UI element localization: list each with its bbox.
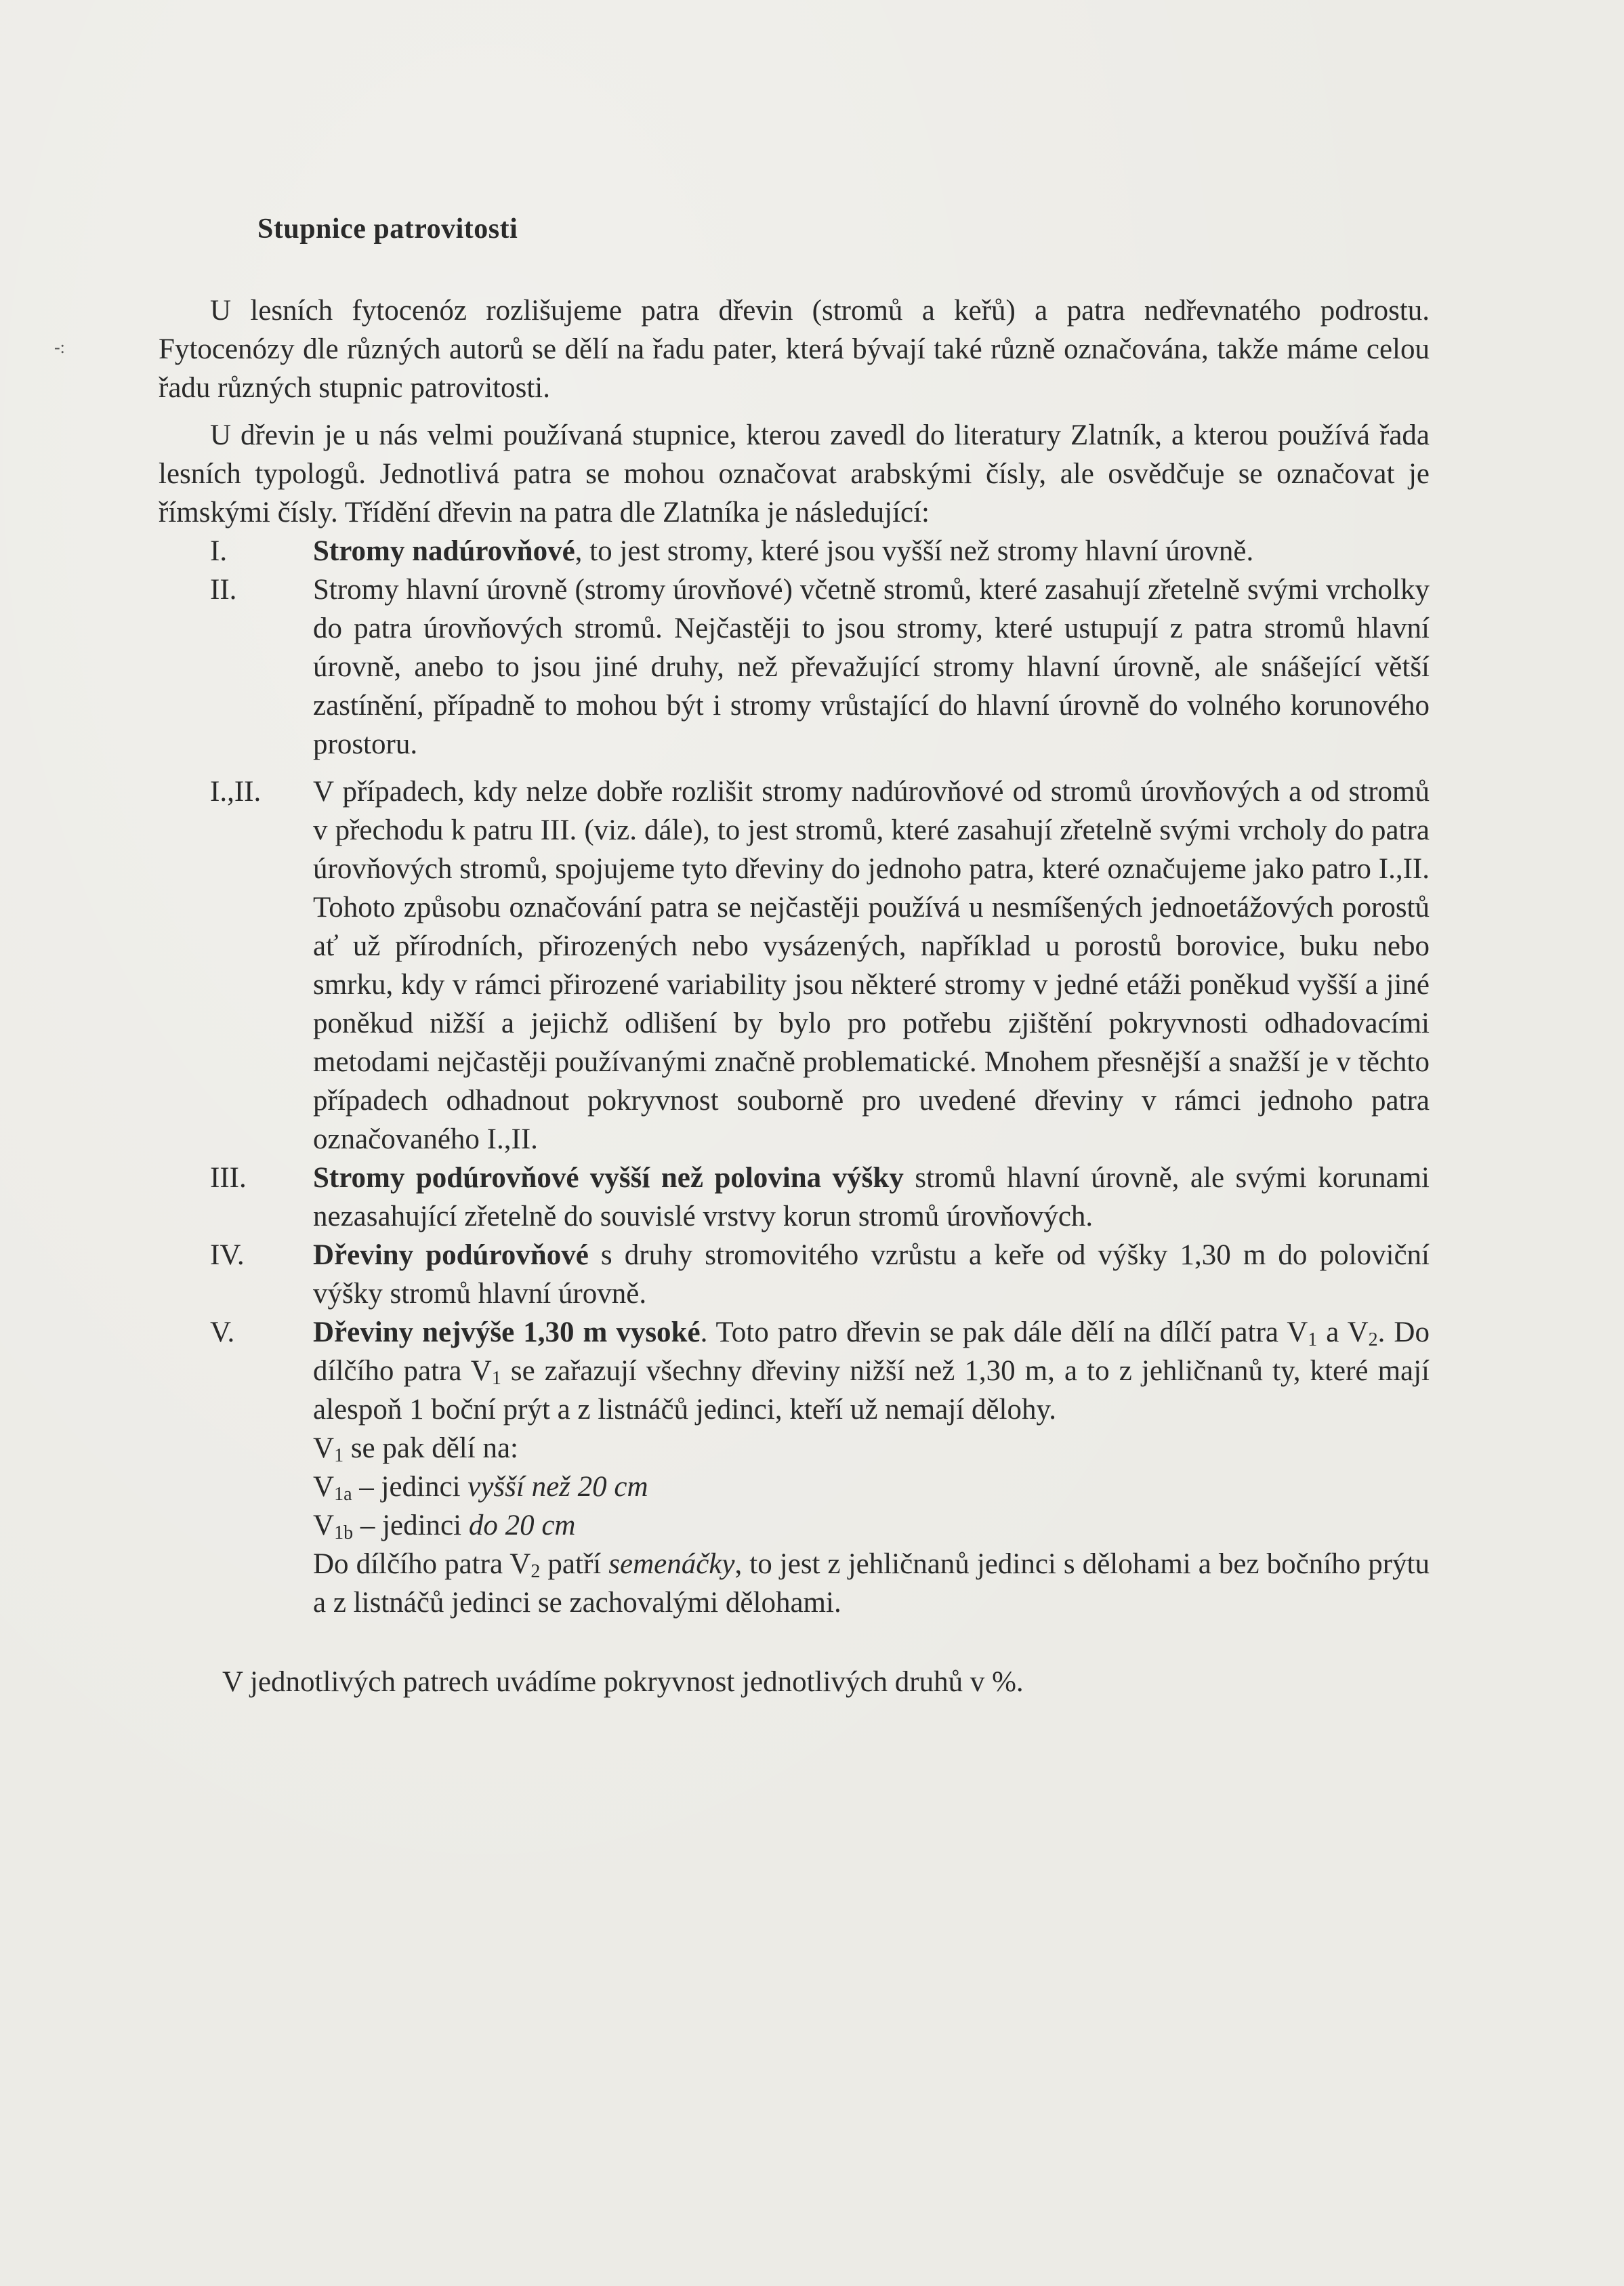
item-rest: a V — [1317, 1316, 1369, 1348]
item-text — [313, 1236, 1430, 1313]
item-v1a-line — [313, 1468, 1430, 1506]
item-bold-term: Dřeviny nejvýše 1,30 m vysoké — [313, 1316, 701, 1348]
item-rest: . Do dílčího patra V — [313, 1316, 1430, 1387]
item-number: V. — [210, 1316, 235, 1348]
item-text — [313, 1313, 1430, 1622]
subscript: 1b — [334, 1522, 354, 1543]
line-text: V — [313, 1471, 335, 1503]
subscript: 1 — [491, 1368, 501, 1389]
item-v2-line — [313, 1545, 1430, 1622]
item-rest: . Toto patro dřevin se pak dále dělí na dílčí patra V — [700, 1316, 1308, 1348]
item-number: IV. — [210, 1239, 245, 1271]
list-item-ii — [159, 570, 1430, 764]
item-rest: s druhy stromovitého vzrůstu a keře od výšky 1,30 m do poloviční výšky stromů hlavní úrovně. — [313, 1239, 1430, 1310]
item-text: V případech, kdy nelze dobře rozlišit stromy nadúrovňové od stromů úrovňových a od stromů v přechodu k patru III. (viz. dále), to jest stromů, které zasahují zřetelně svými vrcholy do patra úrovňových stromů, spojujeme tyto dřeviny do jednoho patra, které označujeme jako patro I.,II. Tohoto způsobu označování patra se nejčastěji používá u nesmíšených jednoetážových porostů ať už přírodních, přirozených nebo vysázených, například u porostů borovice, buku nebo smrku, kdy v rámci přirozené variability jsou některé stromy v jedné etáži poněkud vyšší a jiné poněkud nižší a jejichž odlišení by bylo pro potřebu zjištění pokryvnosti odhadovacími metodami nejčastěji používanými značně problematické. Mnohem přesnější a snažší je v těchto případech odhadnout pokryvnost souborně pro uvedené dřeviny v rámci jednoho patra označovaného I.,II. — [313, 776, 1430, 1155]
line-text: – jedinci — [352, 1471, 468, 1503]
item-text — [313, 1159, 1430, 1236]
line-text: V — [313, 1432, 335, 1464]
item-rest: , to jest stromy, které jsou vyšší než stromy hlavní úrovně. — [575, 535, 1254, 567]
item-rest: se zařazují všechny dřeviny nižší než 1,30 m, a to z jehličnanů ty, které mají alespoň 1 boční prýt a z listnáčů jedinci, kteří už nemají dělohy. — [313, 1355, 1430, 1426]
line-text: Do dílčího patra V — [313, 1548, 531, 1580]
line-text: se pak dělí na: — [343, 1432, 518, 1464]
page-title: Stupnice patrovitosti — [257, 213, 518, 245]
document-body — [159, 291, 1430, 1710]
line-text: V — [313, 1510, 335, 1541]
closing-paragraph: V jednotlivých patrech uvádíme pokryvnost jednotlivých druhů v %. — [222, 1666, 1024, 1698]
item-v1b-line — [313, 1506, 1430, 1545]
line-text: patří — [540, 1548, 609, 1580]
subscript: 1a — [334, 1484, 352, 1505]
item-v-main — [313, 1313, 1430, 1429]
subscript: 1 — [1308, 1329, 1318, 1350]
list-item-i-ii — [159, 772, 1430, 1159]
item-text: Stromy hlavní úrovně (stromy úrovňové) včetně stromů, které zasahují zřetelně svými vrcholky do patra úrovňových stromů. Nejčastěji to jsou stromy, které ustupují z patra stromů hlavní úrovně, anebo to jsou jiné druhy, než převažující stromy hlavní úrovně, ale snášející větší zastínění, případně to mohou být i stromy vrůstající do hlavní úrovně do volného korunového prostoru. — [313, 574, 1430, 760]
list-item-i — [159, 532, 1430, 570]
subscript: 1 — [334, 1445, 344, 1466]
line-text: , to jest z jehličnanů jedinci s dělohami a bez bočního prýtu a z listnáčů jedinci se zachovalými dělohami. — [313, 1548, 1430, 1619]
item-bold-term: Stromy podúrovňové vyšší než polovina výšky — [313, 1162, 904, 1194]
italic-text: semenáčky — [608, 1548, 735, 1580]
item-bold-term: Dřeviny podúrovňové — [313, 1239, 589, 1271]
line-text: – jedinci — [353, 1510, 469, 1541]
italic-text: vyšší než 20 cm — [467, 1471, 648, 1503]
item-v1-line — [313, 1429, 1430, 1468]
item-bold-term: Stromy nadúrovňové — [313, 535, 575, 567]
list-item-v — [159, 1313, 1430, 1622]
item-rest: stromů hlavní úrovně, ale svými korunami nezasahující zřetelně do souvislé vrstvy korun stromů úrovňových. — [313, 1162, 1430, 1232]
subscript: 2 — [530, 1561, 541, 1582]
item-number: I.,II. — [210, 776, 262, 808]
intro-paragraph-1: U lesních fytocenóz rozlišujeme patra dřevin (stromů a keřů) a patra nedřevnatého podrostu. Fytocenózy dle různých autorů se dělí na řadu pater, která bývají také různě označována, takže máme celou řadu různých stupnic patrovitosti. — [159, 295, 1430, 404]
item-text — [313, 532, 1430, 570]
italic-text: do 20 cm — [468, 1510, 576, 1541]
item-number: II. — [210, 574, 237, 606]
intro-paragraph-2: U dřevin je u nás velmi používaná stupnice, kterou zavedl do literatury Zlatník, a kterou používá řada lesních typologů. Jednotlivá patra se mohou označovat arabskými čísly, ale osvědčuje se označovat je římskými čísly. Třídění dřevin na patra dle Zlatníka je následující: — [159, 419, 1430, 528]
item-number: III. — [210, 1162, 247, 1194]
item-number: I. — [210, 535, 228, 567]
list-item-iv — [159, 1236, 1430, 1313]
list-item-iii — [159, 1159, 1430, 1236]
margin-mark: -: — [54, 337, 65, 357]
subscript: 2 — [1368, 1329, 1378, 1350]
